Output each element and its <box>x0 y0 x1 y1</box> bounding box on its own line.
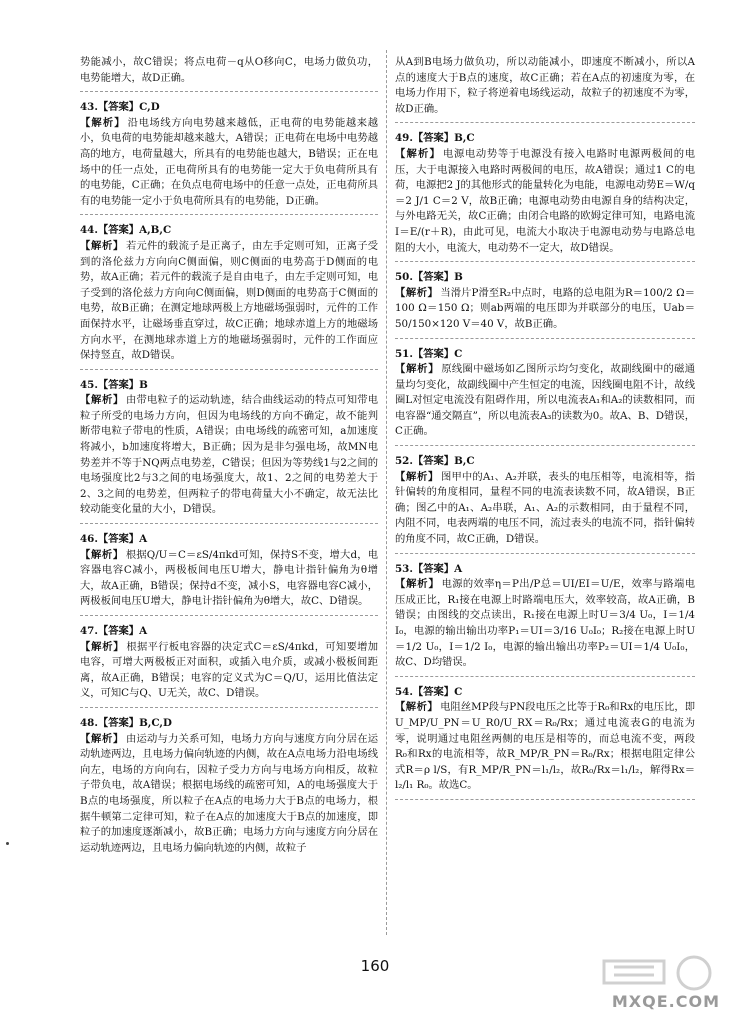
answer-entry-49 <box>395 128 695 262</box>
answer-entry-48-continued <box>395 52 695 123</box>
answer-entry-51 <box>395 344 695 447</box>
explanation-text: 电源电动势等于电源没有接入电路时电源两极间的电压，大于电源接入电路时两极间的电压，故A错误；通过1 C的电荷，电源把2 J的其他形式的能量转化为电能，电源电动势E＝W/q＝2 J/1 C＝2 V，故B正确；电源电动势由电源自身的结构决定，与外电路无关，故C正确；由闭合电路的欧姆定律可知，电路电流I＝E/(r＋R)，由此可见，电流大小取决于电源电动势与电路总电阻的大小，电流大，电动势不一定大，故D错误。 <box>395 147 696 254</box>
explanation-tag: 【解析】 <box>80 548 124 561</box>
column-divider <box>386 50 387 935</box>
answer-line: 43.【答案】C,D <box>80 101 160 114</box>
explanation-text: 势能减小，故C错误；将点电荷－q从O移向C，电场力做负功，电势能增大，故D正确。 <box>80 56 378 84</box>
answer-entry-50 <box>395 267 695 338</box>
explanation-tag: 【解析】 <box>395 363 440 376</box>
explanation-tag: 【解析】 <box>395 701 439 714</box>
explanation <box>395 286 695 333</box>
answer-line: 48.【答案】B,C,D <box>80 716 172 729</box>
explanation <box>80 732 378 857</box>
explanation <box>80 393 378 518</box>
explanation-text: 由带电粒子的运动轨迹，结合曲线运动的特点可知带电粒子所受的电场力方向，但因为电场线的方向不确定，故不能判断带电粒子带电的性质，A错误；由电场线的疏密可知，a加速度将减小，b加速度将增大，B正确；因为是非匀强电场，故MN电势差并不等于NQ两点电势差，C错误；但因为等势线1与2之间的电场强度比2与3之间的电场强度大，故1、2之间的电势差大于2、3之间的电势差，但两粒子的带电荷量大小不确定，故无法比较动能变化量的大小，D错误。 <box>80 394 379 516</box>
right-column <box>395 52 695 805</box>
explanation-text: 沿电场线方向电势越来越低，正电荷的电势能越来越小，负电荷的电势能却越来越大，A错误；正电荷在电场中电势越高的地方，电荷量越大，所具有的电势能也越大，B错误；正在电场中的任一点处，正电荷所具有的电势能一定大于负电荷所具有的电势能，C正确；在负点电荷电场中的任意一点处，正电荷所具有的电势能一定小于负电荷所具有的电势能，D正确。 <box>80 116 379 207</box>
explanation-text: 从A到B电场力做负功，所以动能减小，即速度不断减小，所以A点的速度大于B点的速度，故C正确；若在A点的初速度为零，在电场力作用下，粒子将逆着电场线运动，故粒子的初速度不为零，故D正确。 <box>395 56 695 115</box>
explanation <box>395 470 695 548</box>
explanation-text: 原线圈中磁场如乙图所示均匀变化，故副线圈中的磁通量均匀变化，故副线圈中产生恒定的电流，因线圈电阻不计，故线圈L对恒定电流没有阻碍作用，所以电流表A₁和A₂的读数相同，而电容器“通交隔直”，所以电流表A₃的读数为0。故A、B、D错误，C正确。 <box>395 363 696 438</box>
answer-line: 53.【答案】A <box>395 562 463 575</box>
explanation-tag: 【解析】 <box>80 116 126 129</box>
answer-line: 52.【答案】B,C <box>395 455 475 468</box>
answer-line: 47.【答案】A <box>80 625 148 637</box>
answer-entry-42-continued <box>80 52 378 92</box>
explanation-tag: 【解析】 <box>395 578 440 591</box>
explanation-text: 当滑片P滑至R₂中点时，电路的总电阻为R＝100/2 Ω＝100 Ω＝150 Ω；则ab两端的电压即为并联部分的电压，Uab＝50/150×120 V＝40 V，故B正确。 <box>395 286 695 330</box>
answer-line: 45.【答案】B <box>80 378 148 391</box>
scan-speck <box>6 842 9 845</box>
answer-line: 49.【答案】B,C <box>395 132 475 145</box>
answer-entry-53 <box>395 559 695 677</box>
explanation-text: 根据Q/U＝C＝εS/4πkd可知，保持S不变，增大d，电容器电容C减小，两极板间电压U增大，静电计指针偏角为θ增大，故A正确，B错误；保持d不变，减小S，电容器电容C减小，两极板间电压U增大，静电计指针偏角为θ增大，故C、D错误。 <box>80 548 378 608</box>
answer-line: 54.【答案】C <box>395 685 463 698</box>
explanation <box>395 577 695 671</box>
explanation-text: 电源的效率η＝P出/P总＝UI/EI＝U/E，效率与路端电压成正比，R₁接在电源上时路端电压大，效率较高，故A正确，B错误；由图线的交点读出，R₁接在电源上时U＝3/4 U₀，I＝1/4 I₀，电源的输出输出功率P₁＝UI＝3/16 U₀I₀；R₂接在电源上时U＝1/2 U₀，I＝1/2 I₀，电源的输出输出功率P₂＝UI＝1/4 U₀I₀，故C、D均错误。 <box>395 578 696 669</box>
explanation-tag: 【解析】 <box>80 732 125 745</box>
explanation <box>395 700 695 794</box>
explanation-tag: 【解析】 <box>80 394 125 407</box>
answer-entry-52 <box>395 451 695 554</box>
left-column <box>80 52 378 866</box>
explanation-text: 由运动与力关系可知，电场力方向与速度方向分居在运动轨迹两边，且电场力偏向轨迹的内侧，故在A点电场力沿电场线向左，电场的方向向右，因粒子受力方向与电场方向相反，故粒子带负电，故A错误；根据电场线的疏密可知，A的电场强度大于B点的电场强度，所以粒子在A点的电场力大于B点的电场力，根据牛顿第二定律可知，粒子在A点的加速度大于B点的加速度，即粒子的加速度逐渐减小，故B正确；电场力方向与速度方向分居在运动轨迹两边，且电场力偏向轨迹的内侧，故粒子 <box>80 732 379 854</box>
answer-entry-47 <box>80 621 378 708</box>
answer-entry-44 <box>80 220 378 369</box>
answer-entry-48 <box>80 713 378 861</box>
answer-line: 50.【答案】B <box>395 271 463 284</box>
answer-line: 44.【答案】A,B,C <box>80 224 172 237</box>
answer-line: 46.【答案】A <box>80 533 148 546</box>
explanation <box>395 147 695 256</box>
page-number: 160 <box>360 957 390 975</box>
answer-entry-46 <box>80 529 378 616</box>
explanation-text: 电阻丝MP段与PN段电压之比等于R₀和Rx的电压比，即U_MP/U_PN＝U_R0/U_RX＝R₀/Rx；通过电流表G的电流为零，说明通过电阻丝两侧的电压是相等的，而总电流不变，两段R₀和Rx的电流相等，故R_MP/R_PN＝R₀/Rx；根据电阻定律公式R＝ρ l/S，有R_MP/R_PN＝l₁/l₂，故R₀/Rx＝l₁/l₂，解得Rx＝l₂/l₁ R₀。故选C。 <box>395 701 696 792</box>
answer-line: 51.【答案】C <box>395 347 463 360</box>
explanation <box>80 116 378 210</box>
explanation-tag: 【解析】 <box>395 286 439 299</box>
explanation-tag: 【解析】 <box>395 470 439 483</box>
explanation <box>80 640 378 702</box>
explanation-text: 若元件的载流子是正离子，由左手定则可知，正离子受到的洛伦兹力方向向C侧面偏，则C侧面的电势高于D侧面的电势，故A正确；若元件的载流子是自由电子，由左手定则可知，电子受到的洛伦兹力方向向C侧面偏，则D侧面的电势高于C侧面的电势，故B正确；在测定地球两极上方地磁场强弱时，元件的工作面保持水平，让磁场垂直穿过，故C正确；地球赤道上方的地磁场方向水平，在测地球赤道上方的地磁场强弱时，元件的工作面应保持竖直，故D错误。 <box>80 239 379 362</box>
answer-entry-43 <box>80 97 378 215</box>
explanation <box>395 362 695 440</box>
watermark-text: MXQE.COM <box>611 992 720 1011</box>
explanation-tag: 【解析】 <box>80 239 125 252</box>
answer-entry-45 <box>80 375 378 524</box>
explanation-tag: 【解析】 <box>80 640 125 653</box>
explanation-text: 图甲中的A₁、A₂并联，表头的电压相等，电流相等，指针偏转的角度相同，量程不同的电流表读数不同，故A错误，B正确；图乙中的A₁、A₂串联，A₁、A₂的示数相同，由于量程不同，内阻不同，电表两端的电压不同，流过表头的电流不同，指针偏转的角度不同，故C正确，D错误。 <box>395 470 695 546</box>
explanation <box>80 239 378 364</box>
answer-entry-54 <box>395 682 695 800</box>
explanation-text: 根据平行板电容器的决定式C＝εS/4πkd，可知要增加电容，可增大两极板正对面积，或插入电介质，或减小极板间距离，故A正确，B错误；电容的定义式为C＝Q/U，运用比值法定义，可知C与Q、U无关，故C、D错误。 <box>80 640 378 700</box>
explanation <box>80 548 378 610</box>
explanation-tag: 【解析】 <box>395 147 441 160</box>
